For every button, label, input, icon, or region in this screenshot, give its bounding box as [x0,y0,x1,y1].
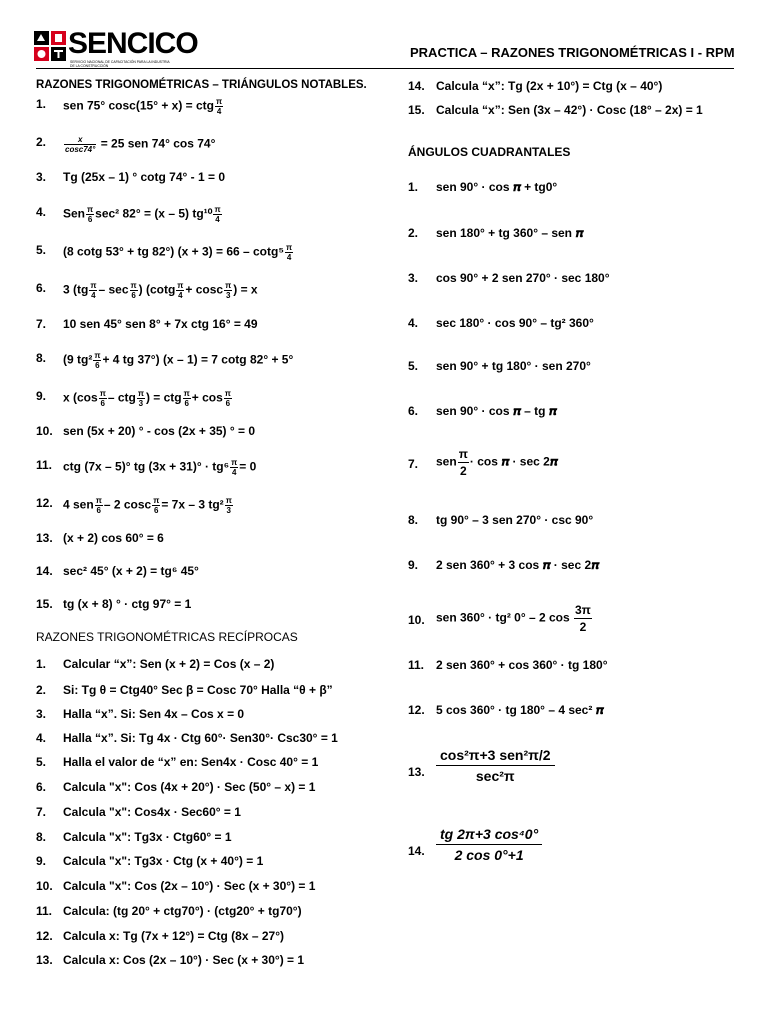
item-number: 12. [36,496,53,510]
brand-name: SENCICO [68,27,198,60]
item-number: 6. [36,281,47,295]
item-number: 6. [36,780,47,794]
item-number: 8. [36,351,47,365]
item-text: (x + 2) cos 60° = 6 [63,531,164,545]
item-text: sen 180° + tg 360° – sen 𝝅 [436,226,584,240]
item-number: 1. [36,657,47,671]
item-number: 4. [36,731,47,745]
item-text: (9 tg² $\frac{\pi}{6}$ + 4 tg 37°) (x – 1) = 7 cotg 82° + 5° [63,351,294,370]
item-text: 10 sen 45° sen 8° + 7x ctg 16° = 49 [63,317,258,331]
header-divider [36,68,734,69]
item-text: cos 90° + 2 sen 270° · sec 180° [436,271,610,285]
item-text: sen $\frac{\pi}{2}$ · cos 𝝅 · sec 2𝝅 [436,447,558,478]
item-number: 7. [36,317,47,331]
sencico-emblem-icon [34,31,66,61]
section-title-notables: RAZONES TRIGONOMÉTRICAS – TRIÁNGULOS NOTABLES. [36,79,367,91]
item-number: 9. [36,389,47,403]
item-number: 7. [408,457,419,471]
item-number: 12. [36,929,53,943]
item-number: 5. [36,243,47,257]
item-number: 3. [408,271,419,285]
item-text: Calcula "x": Cos (4x + 20°) · Sec (50° – x) = 1 [63,780,316,794]
item-number: 4. [408,316,419,330]
item-text: sen (5x + 20) ° - cos (2x + 35) ° = 0 [63,424,256,438]
item-number: 14. [408,79,425,93]
item-text: sen 75° cosc(15° + x) = ctg $\frac{\pi}{4}$ [63,97,223,116]
item-number: 3. [36,707,47,721]
item-number: 12. [408,703,425,717]
item-text: 5 cos 360° · tg 180° – 4 sec² 𝝅 [436,703,604,717]
item-number: 5. [36,755,47,769]
item-number: 13. [408,765,425,779]
brand-subtitle: SERVICIO NACIONAL DE CAPACITACIÓN PARA LA INDUSTRIA DE LA CONSTRUCCIÓN [70,60,170,68]
item-text: $\frac{\text{cos²π+3 sen²π/2}}{\text{sec²π}}$ [436,746,555,785]
item-number: 15. [408,103,425,117]
item-text: Calcula “x”: Tg (2x + 10°) = Ctg (x – 40°) [436,79,663,93]
item-text: 4 sen $\frac{\pi}{6}$ – 2 cosc $\frac{\pi}{6}$ = 7x – 3 tg² $\frac{\pi}{3}$ [63,496,232,515]
item-number: 11. [36,458,53,472]
page-title: PRACTICA – RAZONES TRIGONOMÉTRICAS I - RPM [410,45,735,60]
item-text: sen 90° + tg 180° · sen 270° [436,359,591,373]
item-number: 13. [36,953,53,967]
item-text: Calcula "x": Tg3x · Ctg (x + 40°) = 1 [63,854,264,868]
item-number: 1. [408,180,419,194]
section-title-reciprocas: RAZONES TRIGONOMÉTRICAS RECÍPROCAS [36,630,298,644]
item-text: Tg (25x – 1) ° cotg 74° - 1 = 0 [63,170,225,184]
item-number: 10. [36,424,53,438]
item-number: 2. [36,135,47,149]
item-text: 2 sen 360° + 3 cos 𝝅 · sec 2𝝅 [436,558,600,572]
item-number: 6. [408,404,419,418]
item-text: tg (x + 8) ° · ctg 97° = 1 [63,597,192,611]
item-text: 3 (tg $\frac{\pi}{4}$ – sec $\frac{\pi}{6}$ ) (cotg $\frac{\pi}{4}$ + cosc $\frac{\pi}{3}$ ) = x [63,281,258,300]
item-text: Calcula “x”: Sen (3x – 42°) · Cosc (18° – 2x) = 1 [436,103,703,117]
item-text: Halla “x”. Si: Tg 4x · Ctg 60°· Sen30°· Csc30° = 1 [63,731,338,745]
item-text: sen 360° · tg² 0° – 2 cos $\frac{3\pi}{2}$ [436,603,591,634]
item-text: Calcula "x": Tg3x · Ctg60° = 1 [63,830,232,844]
item-number: 10. [36,879,53,893]
item-number: 8. [408,513,419,527]
item-number: 1. [36,97,47,111]
item-number: 9. [36,854,47,868]
item-text: Calcular “x”: Sen (x + 2) = Cos (x – 2) [63,657,275,671]
item-text: $\frac{\text{tg 2π+3 cos⁴0°}}{2 \cos 0^\circ+1}$ [436,825,542,864]
item-text: tg 90° – 3 sen 270° · csc 90° [436,513,594,527]
item-text: sen 90° · cos 𝝅 – tg 𝝅 [436,404,557,418]
item-number: 4. [36,205,47,219]
item-text: sec 180° · cos 90° – tg² 360° [436,316,594,330]
item-number: 14. [36,564,53,578]
item-number: 2. [408,226,419,240]
item-text: Si: Tg θ = Ctg40° Sec β = Cosc 70° Halla “θ + β” [63,683,333,697]
item-text: $\frac{x}{\cos c74^\circ}$ = 25 sen 74° cos 74° [65,135,216,154]
item-number: 2. [36,683,47,697]
item-number: 9. [408,558,419,572]
item-text: Calcula: (tg 20° + ctg70°) · (ctg20° + tg70°) [63,904,302,918]
item-text: Halla “x”. Si: Sen 4x – Cos x = 0 [63,707,245,721]
item-number: 13. [36,531,53,545]
item-number: 7. [36,805,47,819]
item-number: 14. [408,844,425,858]
item-number: 10. [408,613,425,627]
item-text: sec² 45° (x + 2) = tg⁶ 45° [63,564,199,578]
item-number: 15. [36,597,53,611]
sencico-logo [34,27,198,68]
item-text: sen 90° · cos 𝝅 + tg0° [436,180,558,194]
item-number: 3. [36,170,47,184]
item-number: 11. [408,658,425,672]
item-text: (8 cotg 53° + tg 82°) (x + 3) = 66 – cotg⁵ $\frac{\pi}{4}$ [63,243,293,262]
section-title-cuadrantales: ÁNGULOS CUADRANTALES [408,145,571,159]
item-text: x (cos $\frac{\pi}{6}$ – ctg $\frac{\pi}{3}$ ) = ctg $\frac{\pi}{6}$ + cos $\frac{\pi}{6}$ [63,389,231,408]
item-text: Calcula "x": Cos (2x – 10°) · Sec (x + 30°) = 1 [63,879,316,893]
item-text: Calcula x: Cos (2x – 10°) · Sec (x + 30°) = 1 [63,953,305,967]
item-number: 5. [408,359,419,373]
item-text: ctg (7x – 5)° tg (3x + 31)° · tg⁶ $\frac{\pi}{4}$ = 0 [63,458,257,477]
item-text: Calcula "x": Cos4x · Sec60° = 1 [63,805,241,819]
item-text: Halla el valor de “x” en: Sen4x · Cosc 40° = 1 [63,755,319,769]
item-text: Sen $\frac{\pi}{6}$ sec² 82° = (x – 5) tg¹⁰ $\frac{\pi}{4}$ [63,205,221,224]
item-text: 2 sen 360° + cos 360° · tg 180° [436,658,608,672]
item-text: Calcula x: Tg (7x + 12°) = Ctg (8x – 27°) [63,929,285,943]
item-number: 8. [36,830,47,844]
item-number: 11. [36,904,53,918]
